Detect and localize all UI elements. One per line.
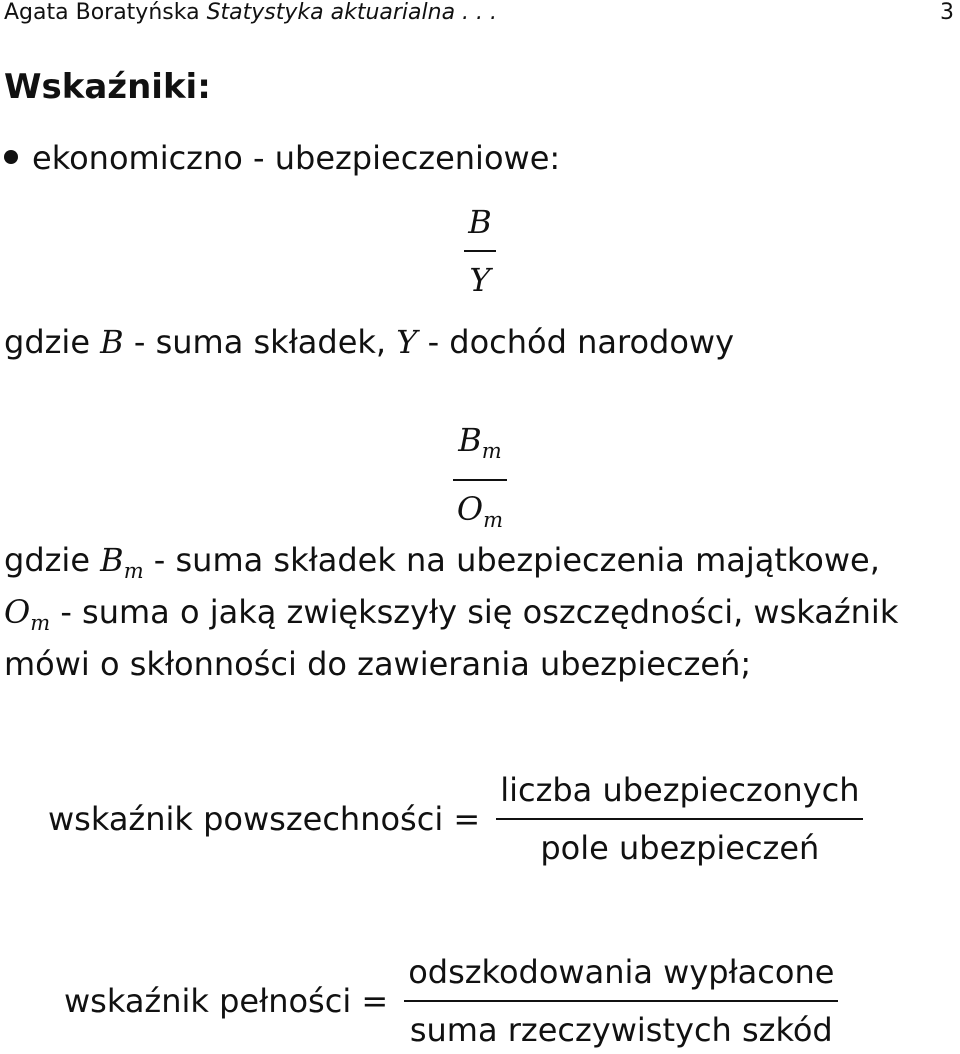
equation-lhs: wskaźnik pełności = [64,982,389,1020]
math-variable: O [456,490,484,528]
fraction-bar [464,250,496,252]
fraction-bar [453,479,507,481]
bullet-item [4,136,560,180]
definition-line-3 [4,590,898,645]
equation-completeness-ratio [64,950,838,1052]
definition-line-1 [4,320,734,364]
text-fragment: - suma składek, [123,323,397,361]
math-variable: B [100,323,124,361]
running-header [4,0,497,26]
text-fragment: - dochód narodowy [417,323,735,361]
page-number: 3 [940,0,954,25]
equation-lhs: wskaźnik powszechności = [48,800,481,838]
equation-coverage-ratio [48,768,863,870]
math-variable: B [100,541,124,579]
fraction-bar [404,1000,838,1002]
text-fragment: gdzie [4,323,101,361]
text-fragment: - suma składek na ubezpieczenia majątkowe, [143,541,880,579]
math-subscript: m [481,439,502,463]
header-title: Statystyka aktuarialna . . . [206,0,498,25]
math-subscript: m [483,508,504,532]
fraction-bar [496,818,863,820]
math-subscript: m [30,611,51,635]
formula-b-over-y [0,200,960,302]
bullet-icon [4,150,18,164]
fraction-numerator: B [468,203,492,241]
fraction [464,200,496,302]
definition-line-2 [4,538,880,593]
math-variable: B [458,421,482,459]
fraction-denominator: suma rzeczywistych szkód [409,1011,833,1049]
definition-line-4: mówi o skłonności do zawierania ubezpieczeń; [4,645,752,683]
section-heading: Wskaźniki: [4,67,211,107]
math-subscript: m [123,559,144,583]
bullet-text: ekonomiczno - ubezpieczeniowe: [32,139,561,177]
formula-bm-over-om [0,418,960,542]
text-fragment: - suma o jaką zwiększyły się oszczędności, wskaźnik [50,593,899,631]
header-author: Agata Boratyńska [4,0,200,25]
math-variable: O [4,593,31,631]
fraction [404,950,838,1052]
fraction-denominator: Y [469,261,491,299]
fraction [453,418,507,542]
fraction [496,768,863,870]
fraction-numerator: liczba ubezpieczonych [500,771,860,809]
fraction-numerator [454,418,505,473]
text-fragment: gdzie [4,541,101,579]
fraction-denominator [453,487,507,542]
fraction-numerator: odszkodowania wypłacone [408,953,835,991]
fraction-denominator: pole ubezpieczeń [540,829,820,867]
math-variable: Y [396,323,418,361]
